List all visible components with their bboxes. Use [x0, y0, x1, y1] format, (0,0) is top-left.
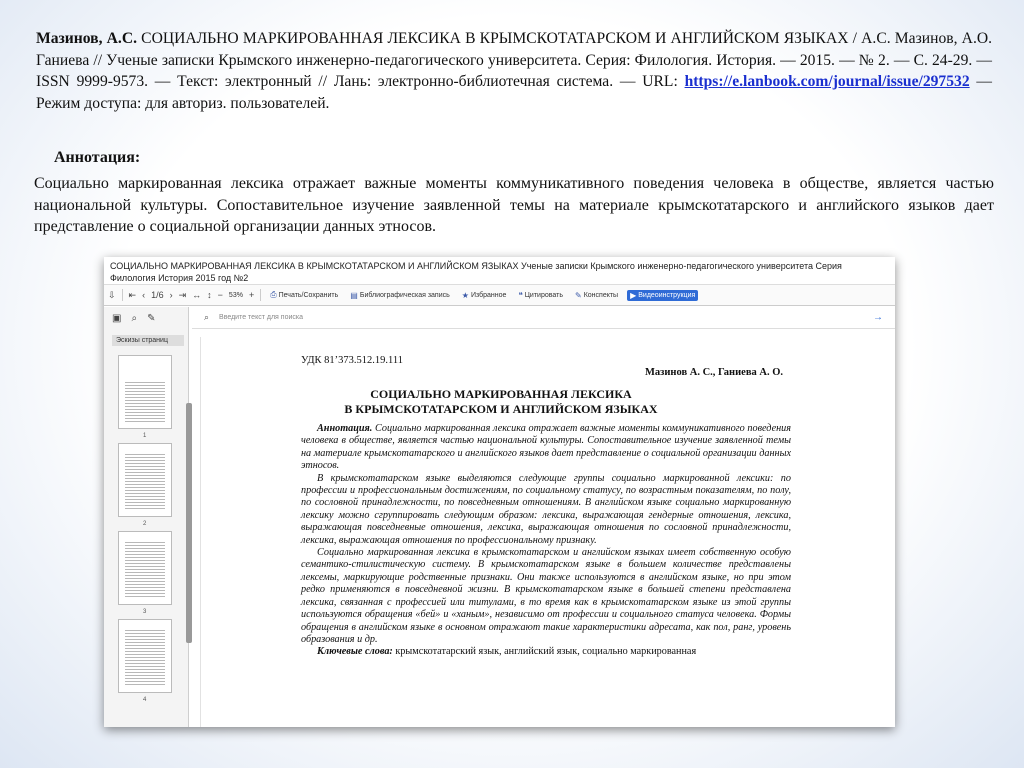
article-title-line: СОЦИАЛЬНО МАРКИРОВАННАЯ ЛЕКСИКА — [370, 387, 632, 401]
viewer-screenshot — [104, 257, 895, 727]
fit-width-icon[interactable]: ↔ — [192, 290, 202, 300]
viewer-toolbar — [104, 285, 895, 306]
print-save-button[interactable]: ⎙ Печать/Сохранить — [270, 290, 339, 299]
pen-icon[interactable]: ✎ — [147, 312, 156, 324]
search-icon[interactable]: ⌕ — [131, 312, 138, 324]
fit-height-icon[interactable]: ↕ — [207, 290, 212, 300]
page-thumbnail[interactable] — [118, 355, 172, 439]
annotation-text: Социально маркированная лексика отражает важные моменты коммуникативного поведения человека в обществе, является частью национальной культуры. Сопоставительное изучение заявленной темы на материале крымскотатарского и английского языков дает представление о социальной организации данных этносов. — [34, 175, 994, 235]
thumbnail-content — [125, 540, 165, 598]
thumbnail-number: 3 — [143, 609, 147, 615]
cite-button[interactable]: ❝ Цитировать — [518, 290, 563, 300]
favorites-button[interactable]: ★ Избранное — [461, 290, 507, 300]
citation-text: СОЦИАЛЬНО МАРКИРОВАННАЯ ЛЕКСИКА В КРЫМСКОТАТАРСКОМ И АНГЛИЙСКОМ ЯЗЫКАХ / А.С. Мазинов, А.О. Ганиева // Ученые записки Крымского инженерно-педагогического университета. Серия: Филология. История. — 2015. — № 2. — С. 24-29. — ISSN 9999-9573. — Текст: электронный // Лань: электронно-библиотечная система. — URL: — [36, 30, 992, 90]
toolbar-divider — [260, 289, 261, 301]
print-icon: ⎙ — [270, 290, 277, 299]
video-button[interactable]: ▶ Видеоинструкция — [627, 290, 698, 301]
page-range-icon[interactable]: 1/6 — [151, 290, 164, 300]
thumbnail-content — [125, 628, 165, 686]
thumbnail-content — [125, 380, 165, 422]
bib-record-button[interactable]: ▤ Библиографическая запись — [350, 290, 450, 300]
keywords-label: Ключевые слова: — [317, 646, 393, 658]
page-thumbnail[interactable] — [118, 443, 172, 527]
annotation-label: Аннотация. — [317, 423, 373, 434]
article-authors: Мазинов А. С., Ганиева А. О. — [645, 367, 783, 378]
search-icon: ⌕ — [204, 312, 210, 322]
download-icon[interactable]: ⇩ — [108, 289, 116, 300]
zoom-in-icon[interactable]: + — [248, 290, 255, 300]
sidebar-scrollbar[interactable] — [186, 403, 192, 643]
article-title — [201, 387, 801, 417]
annotation-title: Аннотация: — [54, 149, 141, 166]
article-body — [301, 423, 791, 659]
sidebar-label: Эскизы страниц — [112, 335, 184, 346]
toolbar-divider — [122, 289, 123, 301]
citation-url-link[interactable]: https://e.lanbook.com/journal/issue/297532 — [684, 73, 970, 90]
viewer-title: СОЦИАЛЬНО МАРКИРОВАННАЯ ЛЕКСИКА В КРЫМСКОТАТАРСКОМ И АНГЛИЙСКОМ ЯЗЫКАХ Ученые записки Крымского инженерно-педагогического университета Серия Филология История 2015 год №2 — [104, 257, 895, 285]
thumbnail-sidebar — [104, 307, 189, 727]
article-annotation — [301, 423, 791, 473]
zoom-level[interactable]: 53% — [228, 291, 243, 299]
first-page-icon[interactable]: ⇤ — [128, 289, 137, 300]
search-input[interactable]: Введите текст для поиска — [219, 314, 303, 321]
notes-icon: ✎ — [574, 290, 582, 300]
page-thumbnail[interactable] — [118, 619, 172, 703]
article-paragraph: В крымскотатарском языке выделяются следующие группы социально маркированной лексики: по профессии и профессиональным достижениям, по социальному статусу, по возрастным показателям, по полу, по сословной принадлежности, по повседневным отношениям. В английском языке социально маркированную лексику можно сгруппировать следующим образом: лексика, выражающая гендерные отношения, лексика, выражающая повседневные отношения, лексика, выражающая отношения по сословной принадлежности, лексика, выражающая отношения по профессиональному признаку. — [301, 472, 791, 546]
notes-button[interactable]: ✎ Конспекты — [574, 290, 619, 300]
search-bar — [192, 307, 895, 329]
thumbnail-number: 2 — [143, 521, 147, 527]
keywords-text: крымскотатарский язык, английский язык, социально маркированная — [392, 646, 697, 658]
annotation-body: Социально маркированная лексика отражает важные моменты коммуникативного поведения человека в обществе, является частью национальной культуры. Сопоставительное изучение заявленной темы на материале крымскотатарского и английского языков дает представление о социальной организации данных этносов. — [301, 423, 791, 472]
next-page-icon[interactable]: › — [169, 290, 173, 300]
last-page-icon[interactable]: ⇥ — [178, 289, 187, 300]
citation — [36, 28, 992, 114]
article-paragraph: Социально маркированная лексика в крымскотатарском и английском языках имеет собственную особую семантико-стилистическую систему. В крымскотатарском языке в большем количестве представлены лексемы, маркирующие родственные признаки. Они также используются в английском языке, но при этом редко применяются в повседневной жизни. В крымскотатарском языке в большей степени представлена лексика, связанная с профессией или титулами, в то время как в крымскотатарском языке из этой группы используются обращения «бей» и «ханым», независимо от профессии и социального статуса человека. Формы обращения в английском языке в основном отражают такие характеристики адресата, как пол, ранг, уровень образования и др. — [301, 547, 791, 645]
bookmark-icon[interactable]: ▣ — [112, 312, 122, 324]
thumbnail-list — [118, 355, 174, 707]
thumbnail-content — [125, 452, 165, 510]
arrow-right-icon[interactable]: → — [873, 312, 883, 323]
thumbnail-number: 4 — [143, 697, 147, 703]
document-page — [200, 337, 893, 727]
star-icon: ★ — [461, 290, 469, 300]
thumbnail-number: 1 — [143, 433, 147, 439]
zoom-out-icon[interactable]: − — [217, 290, 223, 300]
prev-page-icon[interactable]: ‹ — [142, 290, 146, 300]
udk-code: УДК 81’373.512.19.111 — [301, 355, 404, 366]
bib-record-icon: ▤ — [350, 290, 358, 300]
article-keywords — [301, 646, 791, 658]
citation-access: — Режим доступа: для авториз. пользователей. — [36, 73, 992, 112]
video-icon: ▶ — [630, 290, 637, 300]
quote-icon: ❝ — [518, 290, 523, 300]
article-title-line: В КРЫМСКОТАТАРСКОМ И АНГЛИЙСКОМ ЯЗЫКАХ — [344, 402, 658, 416]
citation-author: Мазинов, А.С. — [36, 30, 137, 47]
page-thumbnail[interactable] — [118, 531, 172, 615]
sidebar-tools — [104, 307, 188, 329]
